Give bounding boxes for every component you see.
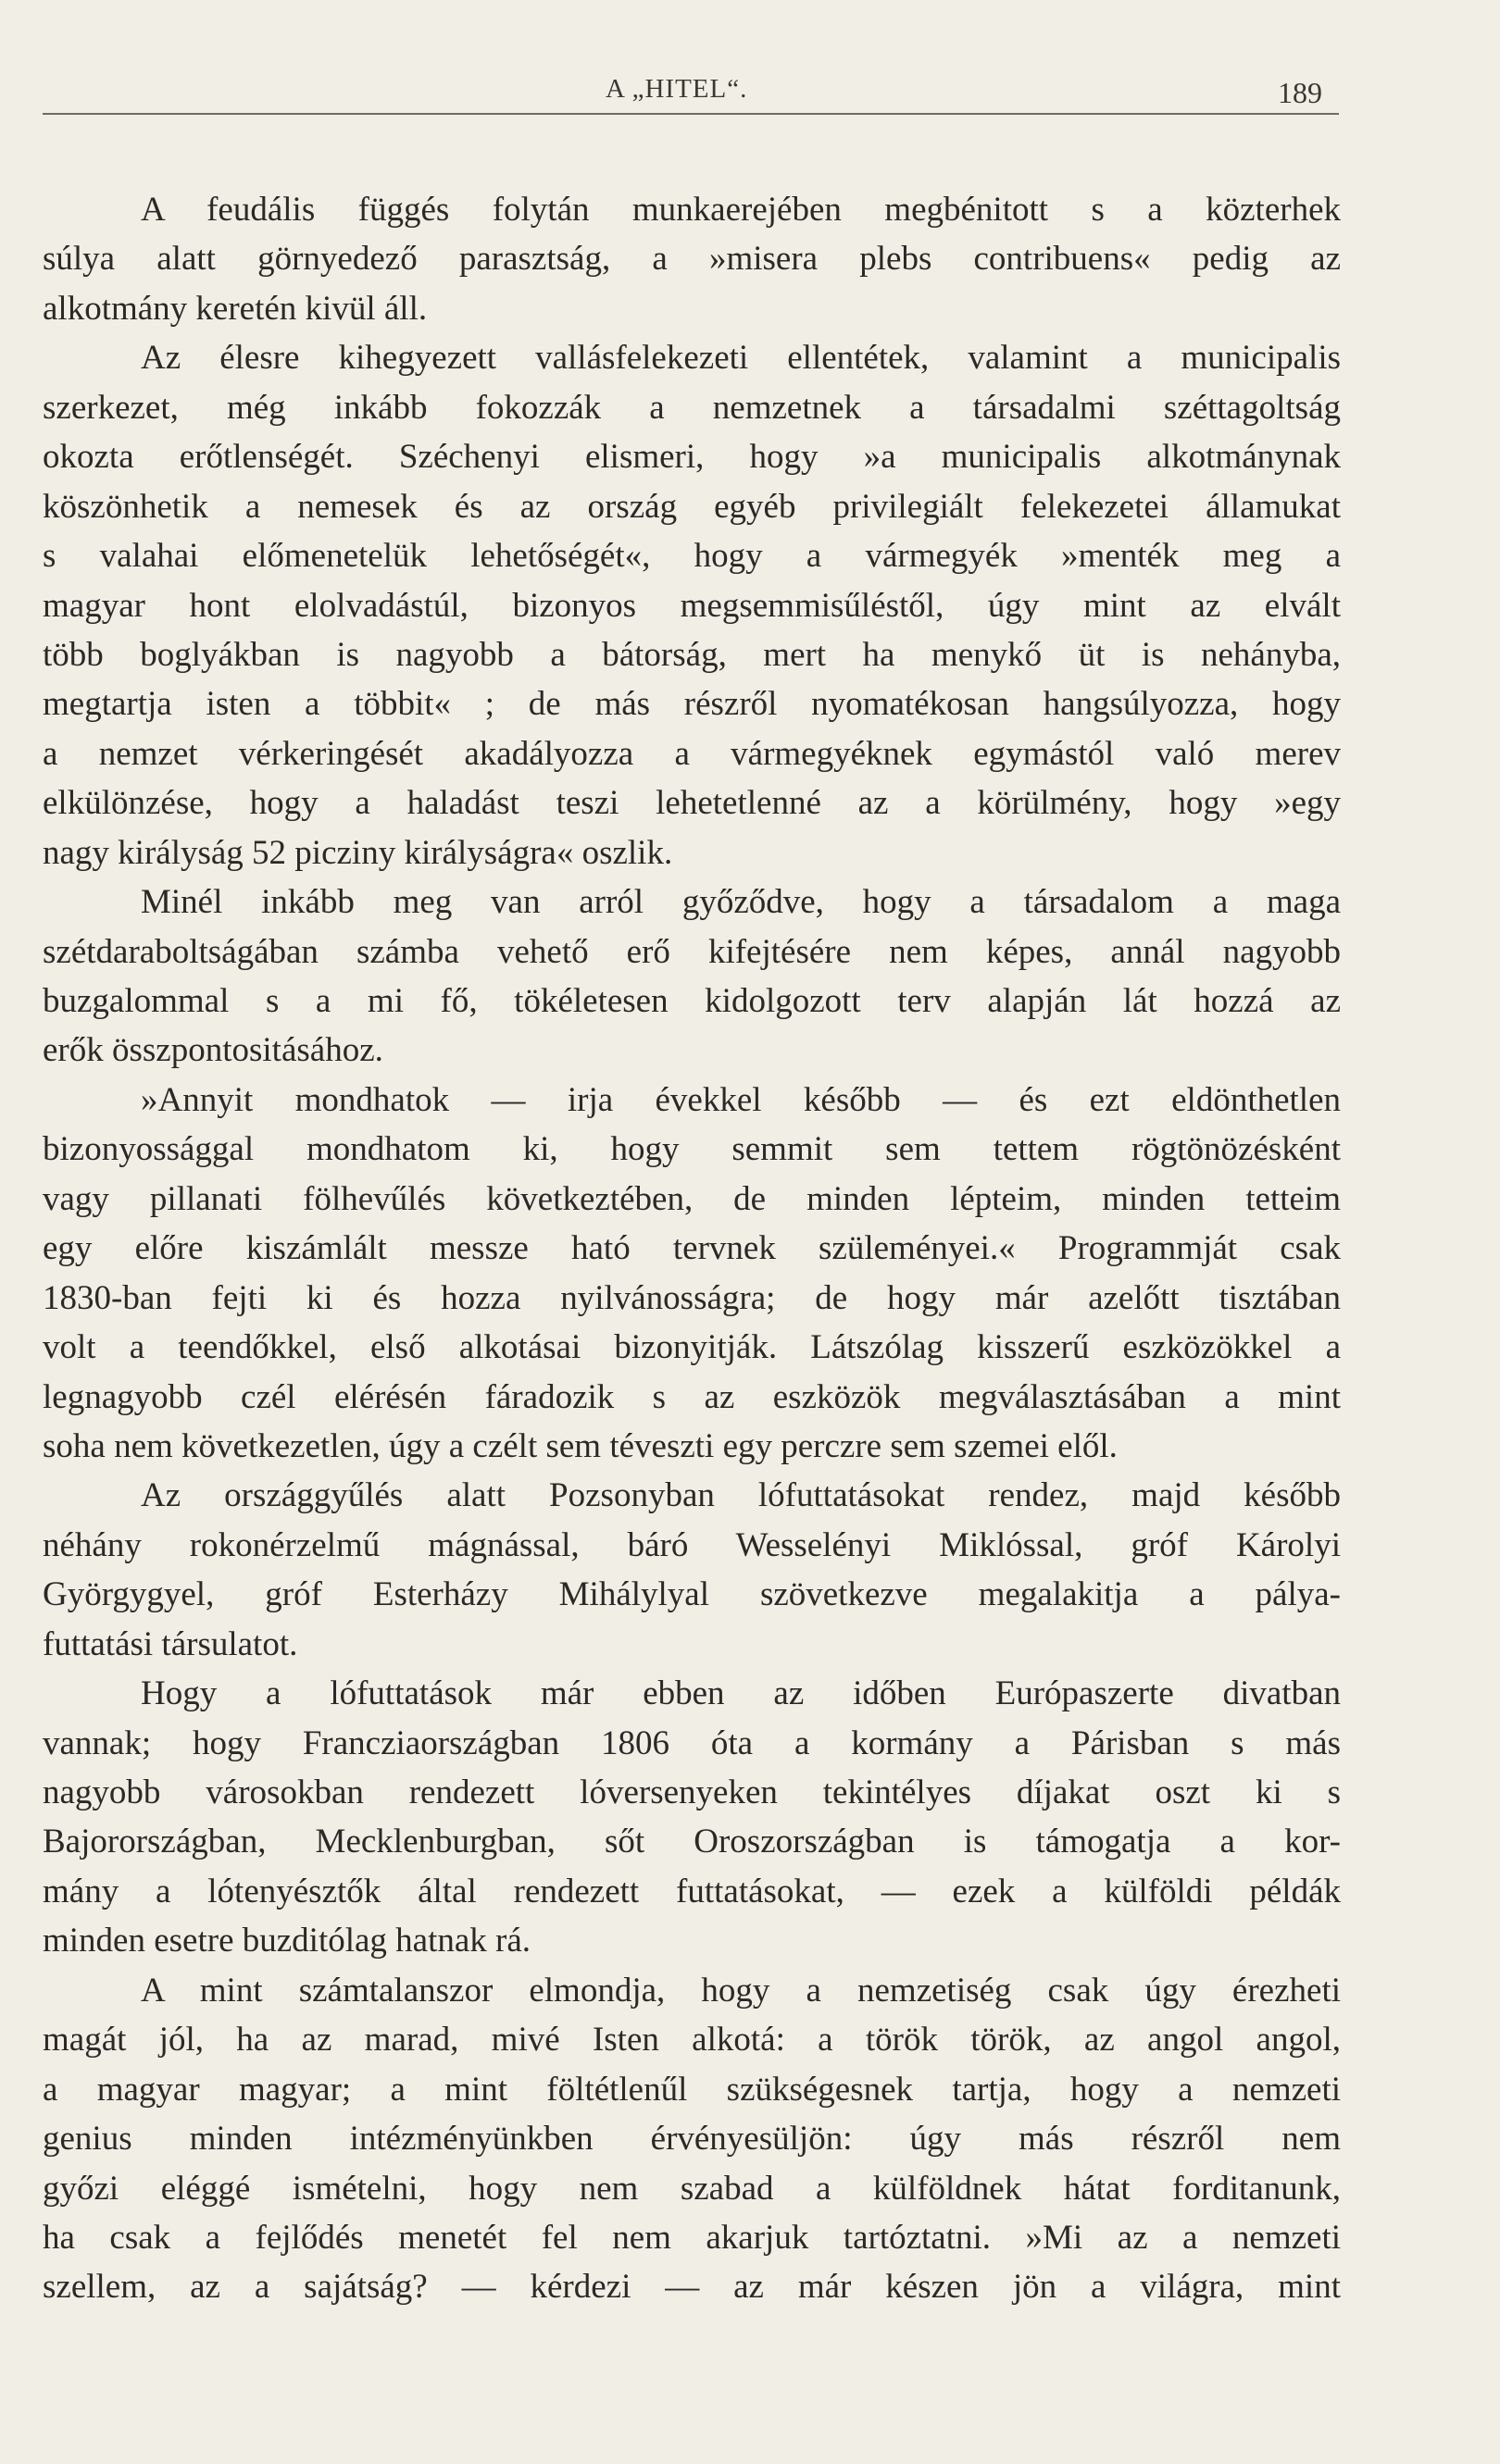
text-line: Hogy a lófuttatások már ebben az időben Európaszerte divatban [141,1674,1341,1713]
text-line: nagyobb városokban rendezett lóversenyeken tekintélyes díjakat oszt ki s [43,1773,1341,1811]
text-line: nagy királyság 52 picziny királyságra« oszlik. [43,833,673,872]
text-line: vagy pillanati fölhevűlés következtében, de minden lépteim, minden tetteim [43,1179,1341,1218]
text-line: magyar hont elolvadástúl, bizonyos megsemmisűléstől, úgy mint az elvált [43,586,1341,625]
text-line: buzgalommal s a mi fő, tökéletesen kidolgozott terv alapján lát hozzá az [43,982,1341,1020]
text-line: elkülönzése, hogy a haladást teszi lehetetlenné az a körülmény, hogy »egy [43,784,1341,823]
text-line: Györgygyel, gróf Esterházy Mihálylyal szövetkezve megalakitja a pálya- [43,1575,1341,1614]
text-line: bizonyossággal mondhatom ki, hogy semmit sem tettem rögtönözésként [43,1130,1341,1169]
text-line: súlya alatt görnyedező parasztság, a »misera plebs contribuens« pedig az [43,240,1341,279]
text-line: megtartja isten a többit« ; de más részről nyomatékosan hangsúlyozza, hogy [43,685,1341,724]
text-line: s valahai előmenetelük lehetőségét«, hogy a vármegyék »menték meg a [43,537,1341,576]
page-header [43,63,1339,115]
text-line: ha csak a fejlődés menetét fel nem akarjuk tartóztatni. »Mi az a nemzeti [43,2218,1341,2257]
text-line: a nemzet vérkeringését akadályozza a vármegyéknek egymástól való merev [43,734,1341,773]
text-line: »Annyit mondhatok — irja évekkel később — és ezt eldönthetlen [141,1080,1341,1119]
text-line: soha nem következetlen, úgy a czélt sem téveszti egy perczre sem szemei elől. [43,1426,1118,1465]
running-title: A „HITEL“. [606,74,748,104]
text-line: A mint számtalanszor elmondja, hogy a nemzetiség csak úgy érezheti [141,1971,1341,2010]
text-line: volt a teendőkkel, első alkotásai bizonyitják. Látszólag kisszerű eszközökkel a [43,1328,1341,1367]
text-line: szerkezet, még inkább fokozzák a nemzetnek a társadalmi széttagoltság [43,388,1341,427]
body-text [43,185,1341,2312]
text-line: legnagyobb czél elérésén fáradozik s az eszközök megválasztásában a mint [43,1377,1341,1416]
text-line: minden esetre buzditólag hatnak rá. [43,1922,531,1960]
text-line: Bajorországban, Mecklenburgban, sőt Oroszországban is támogatja a kor- [43,1823,1341,1861]
text-line: genius minden intézményünkben érvényesüljön: úgy más részről nem [43,2120,1341,2159]
text-line: győzi eléggé ismételni, hogy nem szabad a külföldnek hátat forditanunk, [43,2169,1341,2208]
text-line: Az élesre kihegyezett vallásfelekezeti ellentétek, valamint a municipalis [141,339,1341,378]
text-line: szellem, az a sajátság? — kérdezi — az már készen jön a világra, mint [43,2268,1341,2307]
text-line: Minél inkább meg van arról győződve, hogy a társadalom a maga [141,883,1341,922]
text-line: A feudális függés folytán munkaerejében megbénitott s a közterhek [141,191,1341,229]
text-line: egy előre kiszámlált messze ható tervnek szüleményei.« Programmját csak [43,1229,1341,1268]
text-line: futtatási társulatot. [43,1624,298,1663]
text-line: köszönhetik a nemesek és az ország egyéb privilegiált felekezetei államukat [43,487,1341,526]
text-line: okozta erőtlenségét. Széchenyi elismeri, hogy »a municipalis alkotmánynak [43,438,1341,477]
text-line: több boglyákban is nagyobb a bátorság, mert ha menykő üt is nehányba, [43,635,1341,674]
page-number: 189 [1278,76,1322,109]
text-line: magát jól, ha az marad, mivé Isten alkotá: a török török, az angol angol, [43,2021,1341,2060]
text-line: Az országgyűlés alatt Pozsonyban lófuttatásokat rendez, majd később [141,1476,1341,1515]
text-line: vannak; hogy Francziaországban 1806 óta a kormány a Párisban s más [43,1724,1341,1762]
text-line: 1830-ban fejti ki és hozza nyilvánosságra; de hogy már azelőtt tisztában [43,1278,1341,1317]
text-line: erők összpontositásához. [43,1031,383,1070]
text-line: a magyar magyar; a mint föltétlenűl szükségesnek tartja, hogy a nemzeti [43,2070,1341,2109]
text-line: mány a lótenyésztők által rendezett futtatásokat, — ezek a külföldi példák [43,1872,1341,1910]
text-line: alkotmány keretén kivül áll. [43,289,428,328]
text-line: szétdaraboltságában számba vehető erő kifejtésére nem képes, annál nagyobb [43,932,1341,971]
text-line: néhány rokonérzelmű mágnással, báró Wesselényi Miklóssal, gróf Károlyi [43,1525,1341,1564]
